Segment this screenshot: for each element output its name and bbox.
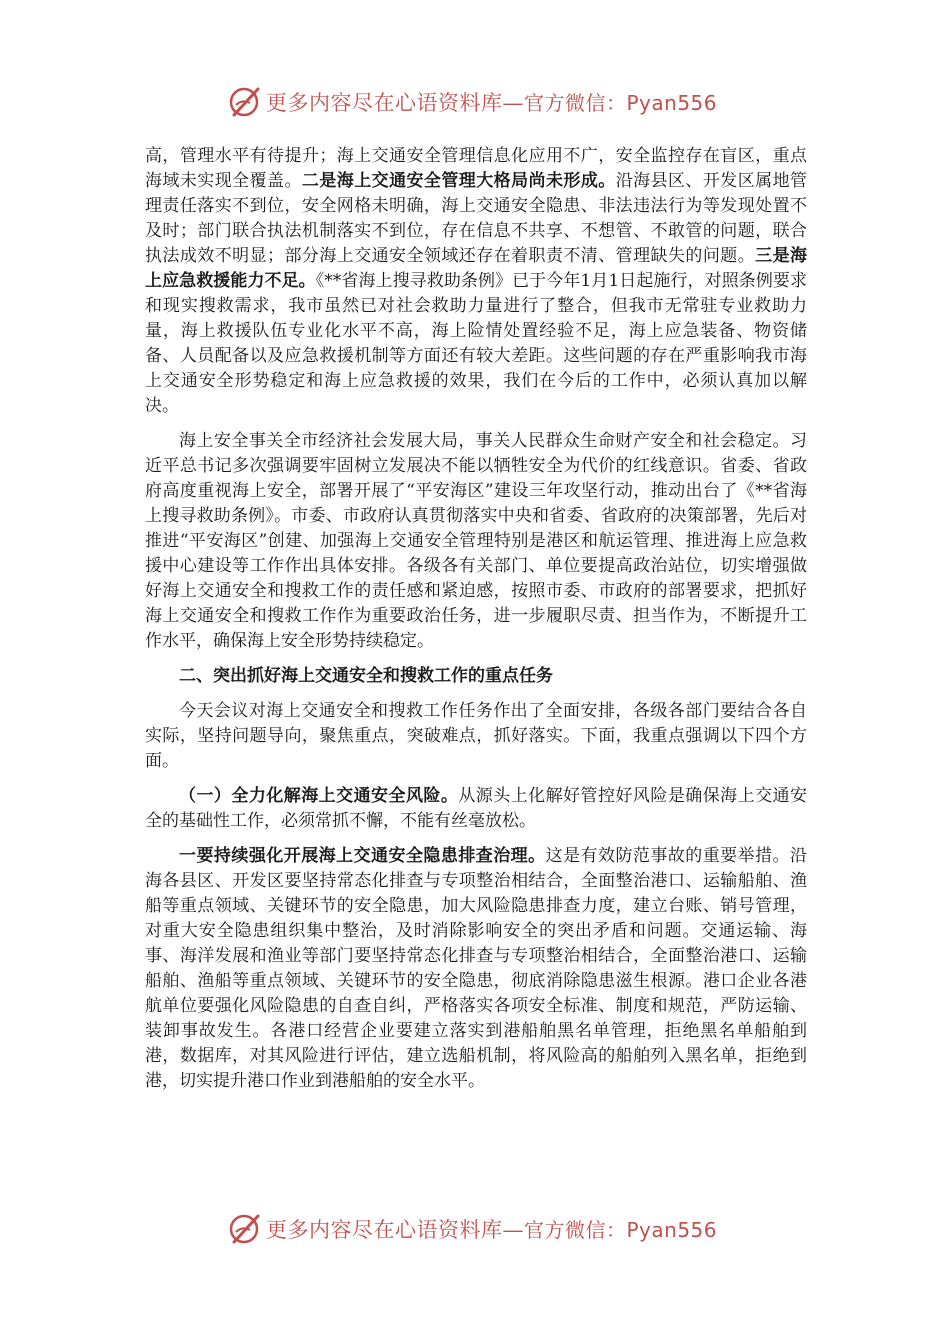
section-heading-2: 二、突出抓好海上交通安全和搜救工作的重点任务 [179,666,553,686]
paragraph-risk-section: （一）全力化解海上交通安全风险。从源头上化解好管控好风险是确保海上交通安全的基础性工作，必须常抓不懈，不能有丝毫放松。 [145,786,808,831]
paragraph-problems: 高，管理水平有待提升；海上交通安全管理信息化应用不广，安全监控存在盲区，重点海域未实现全覆盖。二是海上交通安全管理大格局尚未形成。沿海县区、开发区属地管理责任落实不到位，安全网格未明确，海上交通安全隐患、非法违法行为等发现处置不及时；部门联合执法机制落实不到位，存在信息不共享、不想管、不敢管的问题，联合执法成效不明显；部分海上交通安全领域还存在着职责不清、管理缺失的问题。三是海上应急救援能力不足。《**省海上搜寻救助条例》已于今年1月1日起施行，对照条例要求和现实搜救需求，我市虽然已对社会救助力量进行了整合，但我市无常驻专业救助力量，海上救援队伍专业化水平不高，海上险情处置经验不足，海上应急装备、物资储备、人员配备以及应急救援机制等方面还有较大差距。这些问题的存在严重影响我市海上交通安全形势稳定和海上应急救援的效果，我们在今后的工作中，必须认真加以解决。 [145,146,808,416]
banner-text: 更多内容尽在心语资料库—官方微信：Pyan556 [266,1218,718,1242]
paragraph-significance: 海上安全事关全市经济社会发展大局，事关人民群众生命财产安全和社会稳定。习近平总书记多次强调要牢固树立发展决不能以牺牲安全为代价的红线意识。省委、省政府高度重视海上安全，部署开展了“平安海区”建设三年攻坚行动，推动出台了《**省海上搜寻救助条例》。市委、市政府认真贯彻落实中央和省委、省政府的决策部署，先后对推进“平安海区”创建、加强海上交通安全管理特别是港区和航运管理、推进海上应急救援中心建设等工作作出具体安排。各级各有关部门、单位要提高政治站位，切实增强做好海上交通安全和搜救工作的责任感和紧迫感，按照市委、市政府的部署要求，把抓好海上交通安全和搜救工作作为重要政治任务，进一步履职尽责、担当作为，不断提升工作水平，确保海上安全形势持续稳定。 [145,431,807,651]
paragraph-overview: 今天会议对海上交通安全和搜救工作任务作出了全面安排，各级各部门要结合各自实际，坚持问题导向，聚焦重点，突破难点，抓好落实。下面，我重点强调以下四个方面。 [145,701,807,771]
pen-logo-icon [228,85,262,119]
paragraph-hazard-inspection: 一要持续强化开展海上交通安全隐患排查治理。这是有效防范事故的重要举措。沿海各县区、开发区要坚持常态化排查与专项整治相结合，全面整治港口、运输船舶、渔船等重点领域、关键环节的安全隐患，加大风险隐患排查力度，建立台账、销号管理，对重大安全隐患组织集中整治，及时消除影响安全的突出矛盾和问题。交通运输、海事、海洋发展和渔业等部门要坚持常态化排查与专项整治相结合，全面整治港口、运输船舶、渔船等重点领域、关键环节的安全隐患，彻底消除隐患滋生根源。港口企业各港航单位要强化风险隐患的自查自纠，严格落实各项安全标准、制度和规范，严防运输、装卸事故发生。各港口经营企业要建立落实到港船舶黑名单管理，拒绝黑名单船舶到港，数据库，对其风险进行评估，建立选船机制，将风险高的船舶列入黑名单，拒绝到港，切实提升港口作业到港船舶的安全水平。 [145,846,808,1091]
document-body [145,144,807,1104]
pen-logo-icon [228,1212,262,1246]
footer-watermark-banner [228,1209,717,1249]
banner-text: 更多内容尽在心语资料库—官方微信：Pyan556 [266,91,718,115]
header-watermark-banner [228,82,717,122]
